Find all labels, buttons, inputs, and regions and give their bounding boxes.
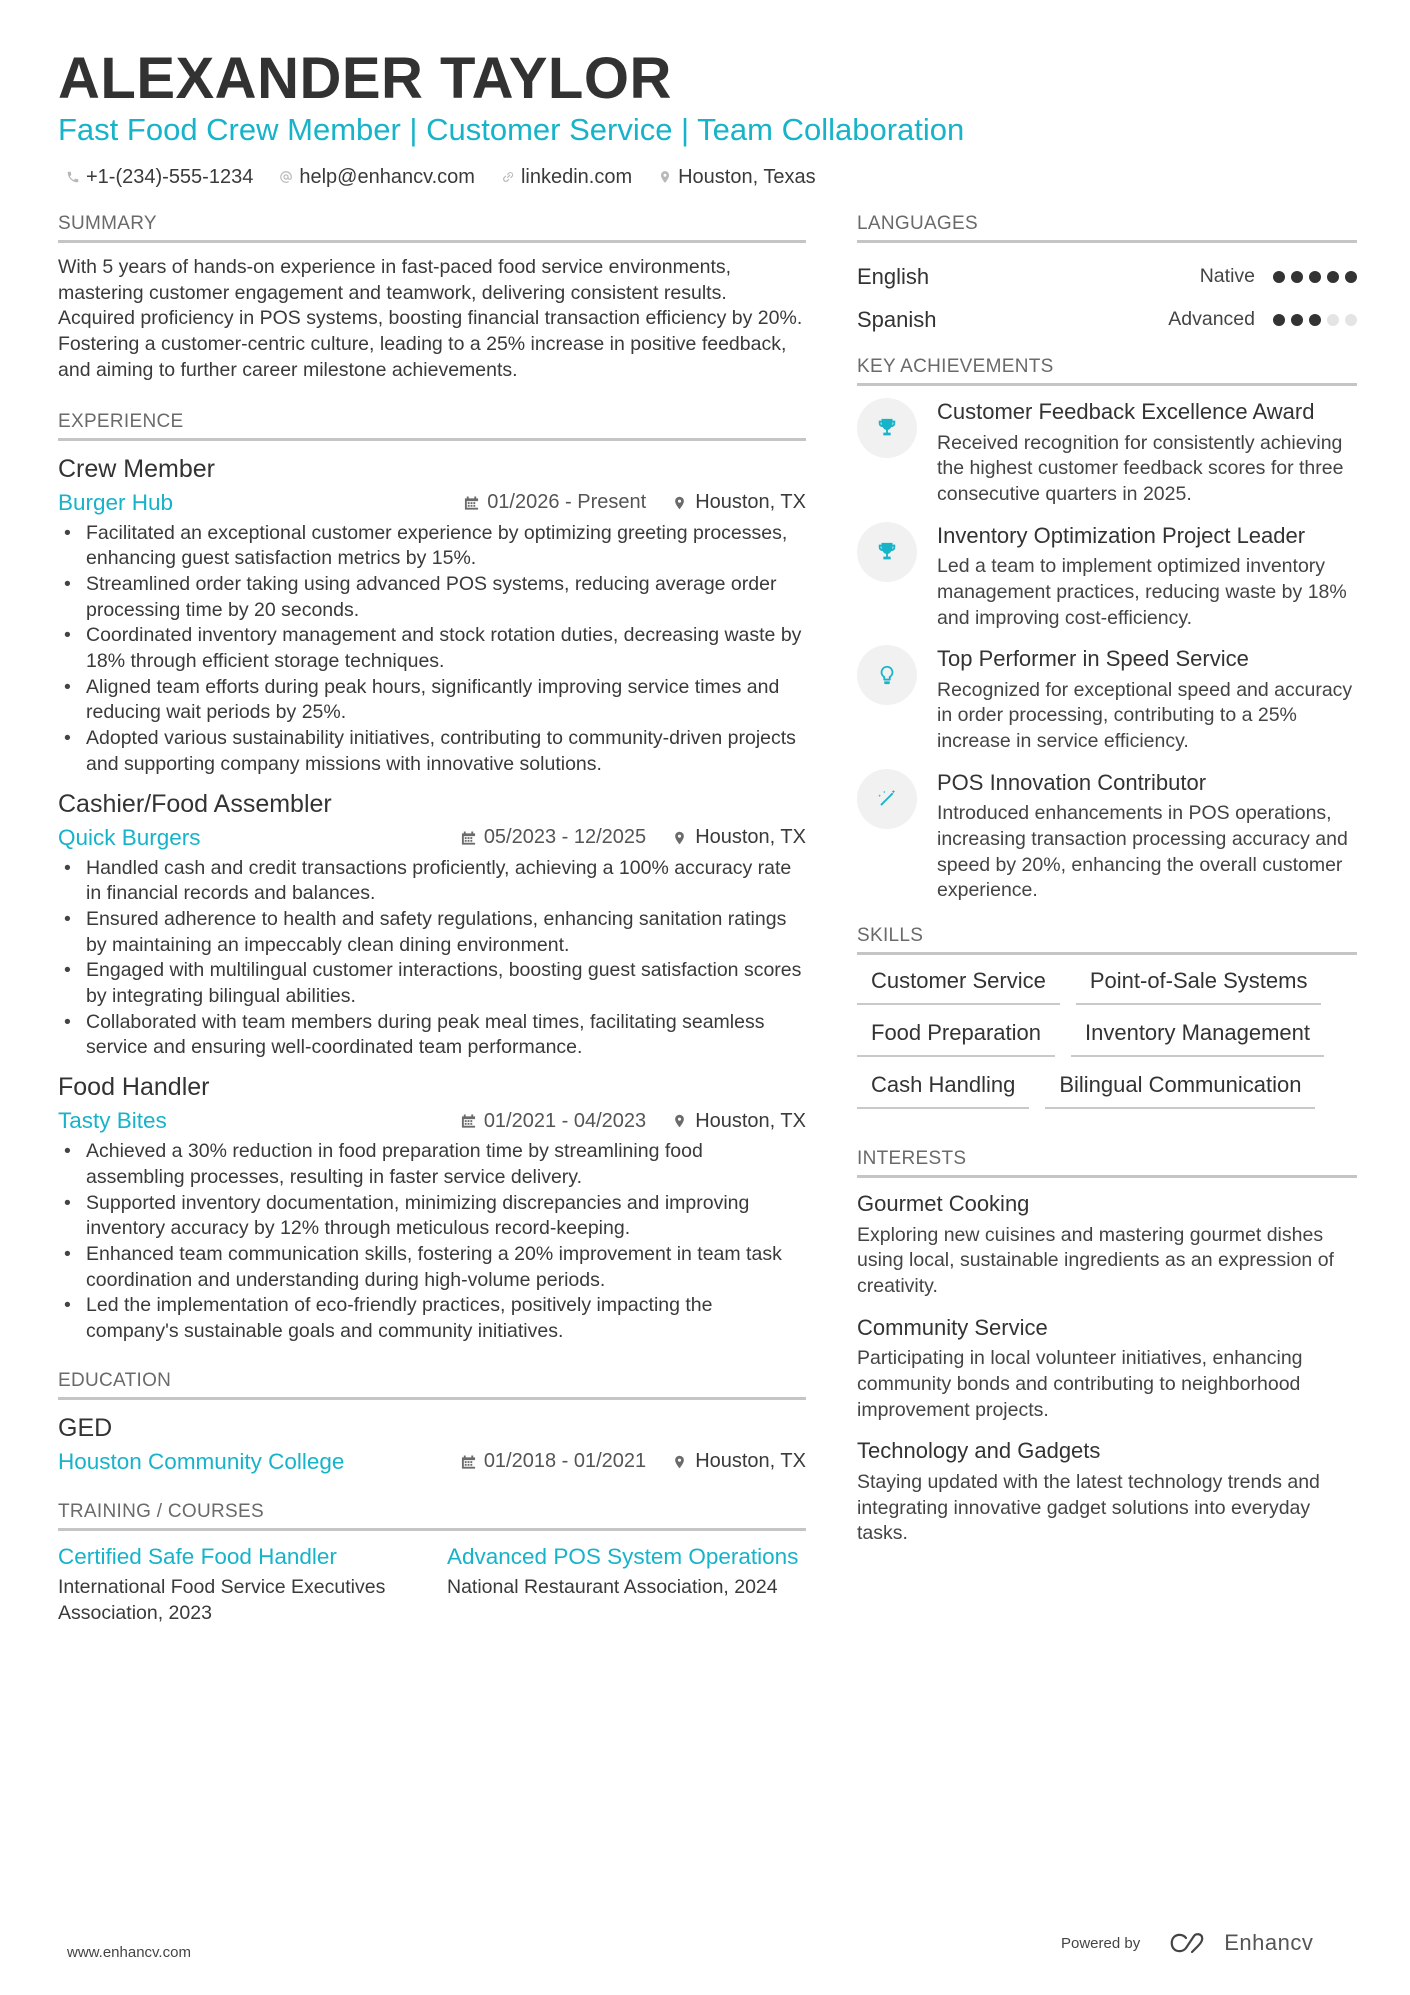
bullet: • Adopted various sustainability initiatives, contributing to community-driven projects and supporting company missions with innovative solutions.	[58, 726, 806, 777]
course-org: International Food Service Executives Association, 2023	[58, 1576, 386, 1624]
icon-badge	[857, 522, 917, 582]
skill-tags	[857, 967, 1357, 1109]
job-entry	[58, 1071, 806, 1345]
icon-badge	[857, 398, 917, 458]
job-meta	[464, 491, 806, 514]
job-title: Cashier/Food Assembler	[58, 789, 332, 818]
calendar-icon	[461, 1454, 476, 1470]
bullet: • Handled cash and credit transactions proficiently, achieving a 100% accuracy rate in financial records and balances.	[58, 856, 806, 907]
job-entry	[58, 453, 806, 778]
language-name: Spanish	[857, 306, 937, 332]
interest-title: Technology and Gadgets	[857, 1438, 1101, 1464]
achievement-title: Top Performer in Speed Service	[937, 646, 1249, 672]
phone-value: +1-(234)-555-1234	[86, 166, 254, 188]
languages-section	[857, 212, 1357, 341]
dot-filled	[1291, 271, 1303, 283]
candidate-name: ALEXANDER TAYLOR	[58, 46, 672, 111]
achievement-desc: Received recognition for consistently achieving the highest customer feedback scores for three consecutive quarters in 2025.	[937, 431, 1344, 505]
job-bullets	[58, 856, 806, 1062]
dot-filled	[1291, 314, 1303, 326]
course-name: Advanced POS System Operations	[447, 1543, 799, 1569]
course-item	[447, 1543, 806, 1627]
interest-desc: Participating in local volunteer initiatives, enhancing community bonds and contributing to neighborhood improvement projects.	[857, 1347, 1303, 1421]
skills-section	[857, 924, 1357, 1109]
summary-section	[58, 212, 806, 384]
degree: GED	[58, 1413, 113, 1442]
skill-tag: Customer Service	[857, 967, 1060, 1005]
dates-text: 05/2023 - 12/2025	[483, 826, 647, 849]
location-pin-icon	[672, 495, 687, 511]
skill-tag: Cash Handling	[857, 1071, 1029, 1109]
bullet: • Aligned team efforts during peak hours, significantly improving service times and reducing wait periods by 25%.	[58, 675, 806, 726]
course-grid	[58, 1543, 806, 1627]
location-pin-icon	[658, 170, 672, 184]
achievement-desc: Led a team to implement optimized inventory management practices, reducing waste by 18% and improving cost-efficiency.	[937, 555, 1347, 629]
job-dates	[464, 491, 646, 514]
bullet: • Facilitated an exceptional customer experience by optimizing greeting processes, enhancing guest satisfaction metrics by 15%.	[58, 521, 806, 572]
achievement-item	[857, 769, 1357, 904]
education-location	[672, 1450, 806, 1473]
bullet: • Led the implementation of eco-friendly practices, positively impacting the company's sustainable goals and community initiatives.	[58, 1293, 806, 1344]
location-pin-icon	[672, 1454, 687, 1470]
education-section	[58, 1369, 806, 1480]
section-title-achievements: KEY ACHIEVEMENTS	[857, 355, 1357, 386]
interest-title: Community Service	[857, 1314, 1048, 1340]
section-title-summary: SUMMARY	[58, 212, 806, 243]
dot-filled	[1273, 271, 1285, 283]
location-pin-icon	[672, 1113, 687, 1129]
brand-logo[interactable]	[1166, 1930, 1313, 1956]
section-title-experience: EXPERIENCE	[58, 410, 806, 441]
section-title-skills: SKILLS	[857, 924, 1357, 955]
achievement-body	[937, 398, 1357, 508]
interest-desc: Staying updated with the latest technology trends and integrating innovative gadget solutions into everyday tasks.	[857, 1470, 1320, 1545]
location-value: Houston, Texas	[678, 166, 816, 188]
dot-empty	[1327, 314, 1339, 326]
icon-badge	[857, 769, 917, 829]
section-title-education: EDUCATION	[58, 1369, 806, 1400]
skill-tag: Inventory Management	[1071, 1019, 1324, 1057]
dates-text: 01/2021 - 04/2023	[483, 1109, 647, 1132]
powered-by-label: Powered by	[1061, 1934, 1141, 1952]
proficiency-dots	[1273, 271, 1357, 283]
location-text: Houston, TX	[695, 826, 806, 849]
achievement-item	[857, 522, 1357, 632]
bullet: • Coordinated inventory management and stock rotation duties, decreasing waste by 18% through efficient storage techniques.	[58, 623, 806, 674]
dot-filled	[1309, 314, 1321, 326]
training-section	[58, 1500, 806, 1627]
dot-filled	[1273, 314, 1285, 326]
skill-tag: Bilingual Communication	[1045, 1071, 1315, 1109]
interest-item	[857, 1437, 1357, 1547]
job-bullets	[58, 1139, 806, 1345]
achievements-section	[857, 355, 1357, 904]
job-meta	[461, 826, 806, 849]
enhancv-logo-icon	[1166, 1930, 1214, 1956]
dot-empty	[1345, 314, 1357, 326]
footer-branding	[1061, 1930, 1313, 1956]
language-name: English	[857, 263, 930, 289]
achievement-desc: Recognized for exceptional speed and accuracy in order processing, contributing to a 25% increase in service efficiency.	[937, 678, 1353, 753]
job-location	[672, 826, 806, 849]
achievement-body	[937, 645, 1357, 755]
language-item	[857, 298, 1357, 341]
achievement-title: Inventory Optimization Project Leader	[937, 522, 1306, 548]
skill-tag: Point-of-Sale Systems	[1076, 967, 1322, 1005]
experience-section	[58, 410, 806, 1345]
dot-filled	[1345, 271, 1357, 283]
job-meta-row	[58, 485, 806, 521]
job-location	[672, 1110, 806, 1133]
lightbulb-icon	[876, 664, 898, 686]
achievement-title: Customer Feedback Excellence Award	[937, 399, 1315, 424]
company-name: Tasty Bites	[58, 1108, 167, 1134]
contact-bar	[66, 163, 816, 191]
dates-text: 01/2018 - 01/2021	[483, 1450, 647, 1473]
achievement-item	[857, 398, 1357, 508]
company-name: Burger Hub	[58, 489, 174, 515]
job-meta	[461, 1110, 806, 1133]
calendar-icon	[461, 1113, 476, 1129]
education-meta	[461, 1450, 806, 1473]
education-meta-row	[58, 1444, 806, 1480]
job-title: Crew Member	[58, 454, 215, 483]
interest-desc: Exploring new cuisines and mastering gourmet dishes using local, sustainable ingredients as an expression of creativity.	[857, 1223, 1334, 1298]
contact-location	[658, 163, 816, 191]
language-item	[857, 255, 1357, 298]
dot-filled	[1327, 271, 1339, 283]
bullet: • Collaborated with team members during peak meal times, facilitating seamless service and ensuring well-coordinated team performance.	[58, 1010, 806, 1061]
right-column	[857, 212, 1357, 1561]
bullet: • Engaged with multilingual customer interactions, boosting guest satisfaction scores by integrating bilingual abilities.	[58, 958, 806, 1009]
language-level: Native	[1199, 265, 1255, 287]
bullet: • Supported inventory documentation, minimizing discrepancies and improving inventory accuracy by 12% through meticulous record-keeping.	[58, 1191, 806, 1242]
course-name: Certified Safe Food Handler	[58, 1543, 337, 1569]
contact-linkedin[interactable]	[501, 163, 632, 191]
bullet: • Streamlined order taking using advanced POS systems, reducing average order processing time by 20 seconds.	[58, 572, 806, 623]
link-icon	[501, 170, 515, 184]
achievement-desc: Introduced enhancements in POS operations, increasing transaction processing accuracy and speed by 20%, enhancing the overall customer experience.	[937, 802, 1348, 902]
location-text: Houston, TX	[695, 1109, 806, 1132]
calendar-icon	[464, 495, 479, 511]
interest-item	[857, 1190, 1357, 1300]
interest-item	[857, 1314, 1357, 1424]
at-icon	[279, 170, 293, 184]
phone-icon	[66, 170, 80, 184]
icon-badge	[857, 645, 917, 705]
bullet: • Ensured adherence to health and safety regulations, enhancing sanitation ratings by maintaining an impeccably clean dining environment.	[58, 907, 806, 958]
course-org: National Restaurant Association, 2024	[447, 1576, 778, 1599]
company-name: Quick Burgers	[58, 824, 201, 850]
achievement-body	[937, 769, 1357, 904]
email-value: help@enhancv.com	[299, 166, 475, 188]
section-title-training: TRAINING / COURSES	[58, 1500, 806, 1531]
job-entry	[58, 788, 806, 1062]
achievement-title: POS Innovation Contributor	[937, 769, 1207, 795]
education-dates	[461, 1450, 646, 1473]
school-name: Houston Community College	[58, 1448, 345, 1474]
job-dates	[461, 1110, 646, 1133]
course-item	[58, 1543, 417, 1627]
interest-title: Gourmet Cooking	[857, 1191, 1030, 1217]
trophy-icon	[876, 541, 898, 563]
interests-section	[857, 1147, 1357, 1547]
bullet: • Enhanced team communication skills, fostering a 20% improvement in team task coordination and understanding during high-volume periods.	[58, 1242, 806, 1293]
calendar-icon	[461, 830, 476, 846]
magic-wand-icon	[876, 788, 898, 810]
job-dates	[461, 826, 646, 849]
achievement-body	[937, 522, 1357, 632]
section-title-interests: INTERESTS	[857, 1147, 1357, 1178]
job-meta-row	[58, 820, 806, 856]
location-pin-icon	[672, 830, 687, 846]
job-title: Food Handler	[58, 1073, 210, 1102]
job-location	[672, 491, 806, 514]
left-column	[58, 212, 806, 1627]
footer-website-link[interactable]: www.enhancv.com	[67, 1944, 191, 1961]
summary-text: With 5 years of hands-on experience in fast-paced food service environments, mastering customer engagement and teamwork, delivering consistent results. Acquired proficiency in POS systems, boosting financial transaction efficiency by 20%. Fostering a customer-centric culture, leading to a 25% increase in positive feedback, and aiming to further career milestone achievements.	[58, 256, 803, 381]
bullet: • Achieved a 30% reduction in food preparation time by streamlining food assembling processes, resulting in faster service delivery.	[58, 1139, 806, 1190]
linkedin-value: linkedin.com	[520, 166, 633, 188]
headline: Fast Food Crew Member | Customer Service | Team Collaboration	[58, 112, 965, 147]
achievement-item	[857, 645, 1357, 755]
location-text: Houston, TX	[695, 1450, 806, 1473]
job-bullets	[58, 521, 806, 778]
proficiency-dots	[1273, 314, 1357, 326]
contact-email[interactable]	[279, 163, 475, 191]
job-meta-row	[58, 1103, 806, 1139]
brand-name: Enhancv	[1224, 1930, 1314, 1955]
contact-phone[interactable]	[66, 163, 253, 191]
dates-text: 01/2026 - Present	[487, 491, 647, 514]
section-title-languages: LANGUAGES	[857, 212, 1357, 243]
skill-tag: Food Preparation	[857, 1019, 1055, 1057]
dot-filled	[1309, 271, 1321, 283]
trophy-icon	[876, 417, 898, 439]
location-text: Houston, TX	[695, 491, 806, 514]
language-level: Advanced	[1168, 308, 1255, 330]
